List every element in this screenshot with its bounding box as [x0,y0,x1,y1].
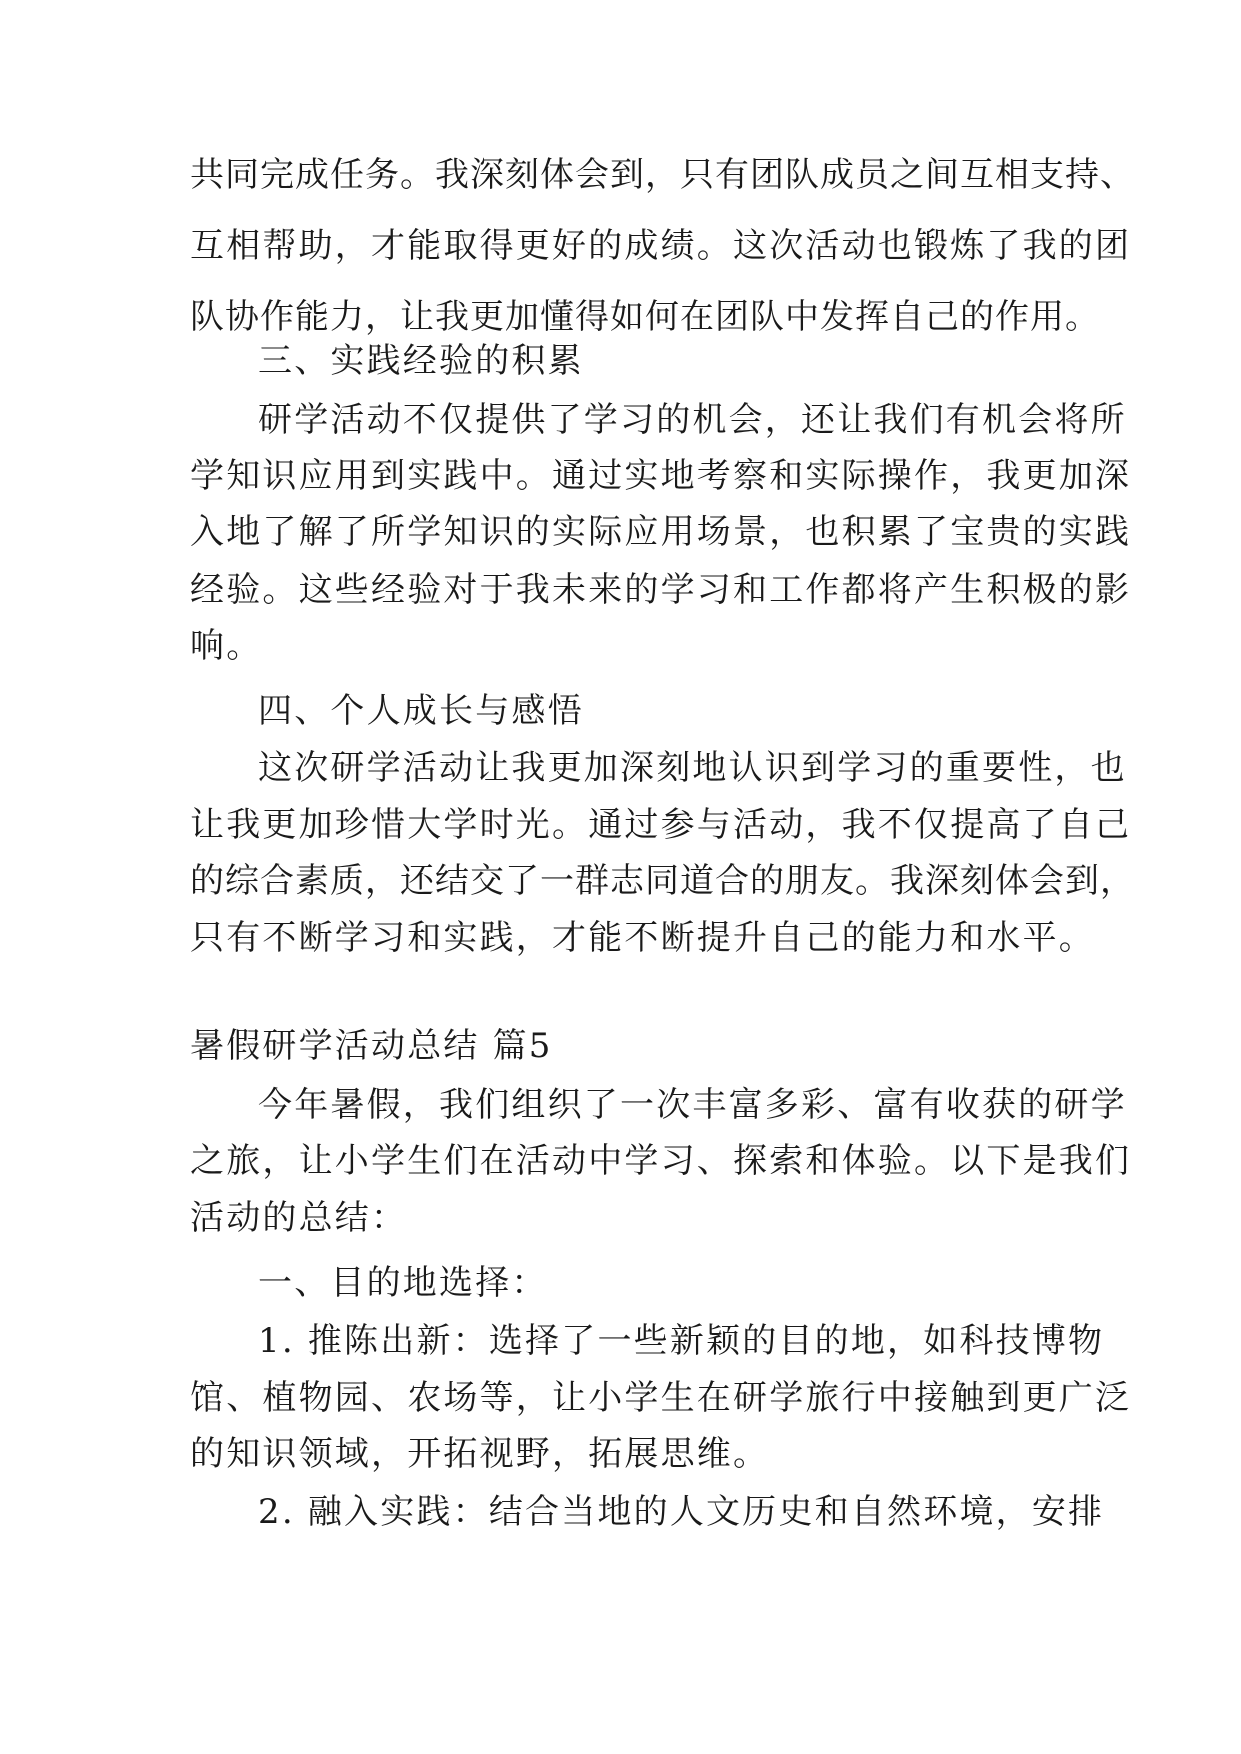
list-item-line: 1. 推陈出新：选择了一些新颖的目的地，如科技博物 [258,1321,1105,1361]
section-heading: 三、实践经验的积累 [258,341,584,381]
list-item-line: 2. 融入实践：结合当地的人文历史和自然环境，安排 [258,1492,1105,1532]
paragraph-line: 队协作能力，让我更加懂得如何在团队中发挥自己的作用。 [190,297,1100,337]
paragraph-line: 的综合素质，还结交了一群志同道合的朋友。我深刻体会到， [190,861,1135,901]
article-title: 暑假研学活动总结 篇5 [190,1026,553,1066]
paragraph-line: 经验。这些经验对于我未来的学习和工作都将产生积极的影 [190,570,1132,610]
paragraph-line: 只有不断学习和实践，才能不断提升自己的能力和水平。 [190,918,1095,958]
section-heading: 一、目的地选择： [258,1263,548,1303]
list-item-line: 馆、植物园、农场等，让小学生在研学旅行中接触到更广泛 [190,1378,1132,1418]
paragraph-line: 之旅，让小学生们在活动中学习、探索和体验。以下是我们 [190,1141,1132,1181]
paragraph-line: 让我更加珍惜大学时光。通过参与活动，我不仅提高了自己 [190,805,1132,845]
list-item-line: 的知识领域，开拓视野，拓展思维。 [190,1434,770,1474]
paragraph-line: 入地了解了所学知识的实际应用场景，也积累了宝贵的实践 [190,512,1132,552]
paragraph-line: 研学活动不仅提供了学习的机会，还让我们有机会将所 [258,400,1127,440]
paragraph-line: 活动的总结： [190,1198,408,1238]
paragraph-line: 互相帮助，才能取得更好的成绩。这次活动也锻炼了我的团 [190,226,1132,266]
paragraph-line: 共同完成任务。我深刻体会到，只有团队成员之间互相支持、 [190,155,1135,195]
paragraph-line: 响。 [190,626,263,666]
paragraph-line: 学知识应用到实践中。通过实地考察和实际操作，我更加深 [190,456,1132,496]
section-heading: 四、个人成长与感悟 [258,691,584,731]
paragraph-line: 今年暑假，我们组织了一次丰富多彩、富有收获的研学 [258,1085,1127,1125]
paragraph-line: 这次研学活动让我更加深刻地认识到学习的重要性，也 [258,748,1127,788]
